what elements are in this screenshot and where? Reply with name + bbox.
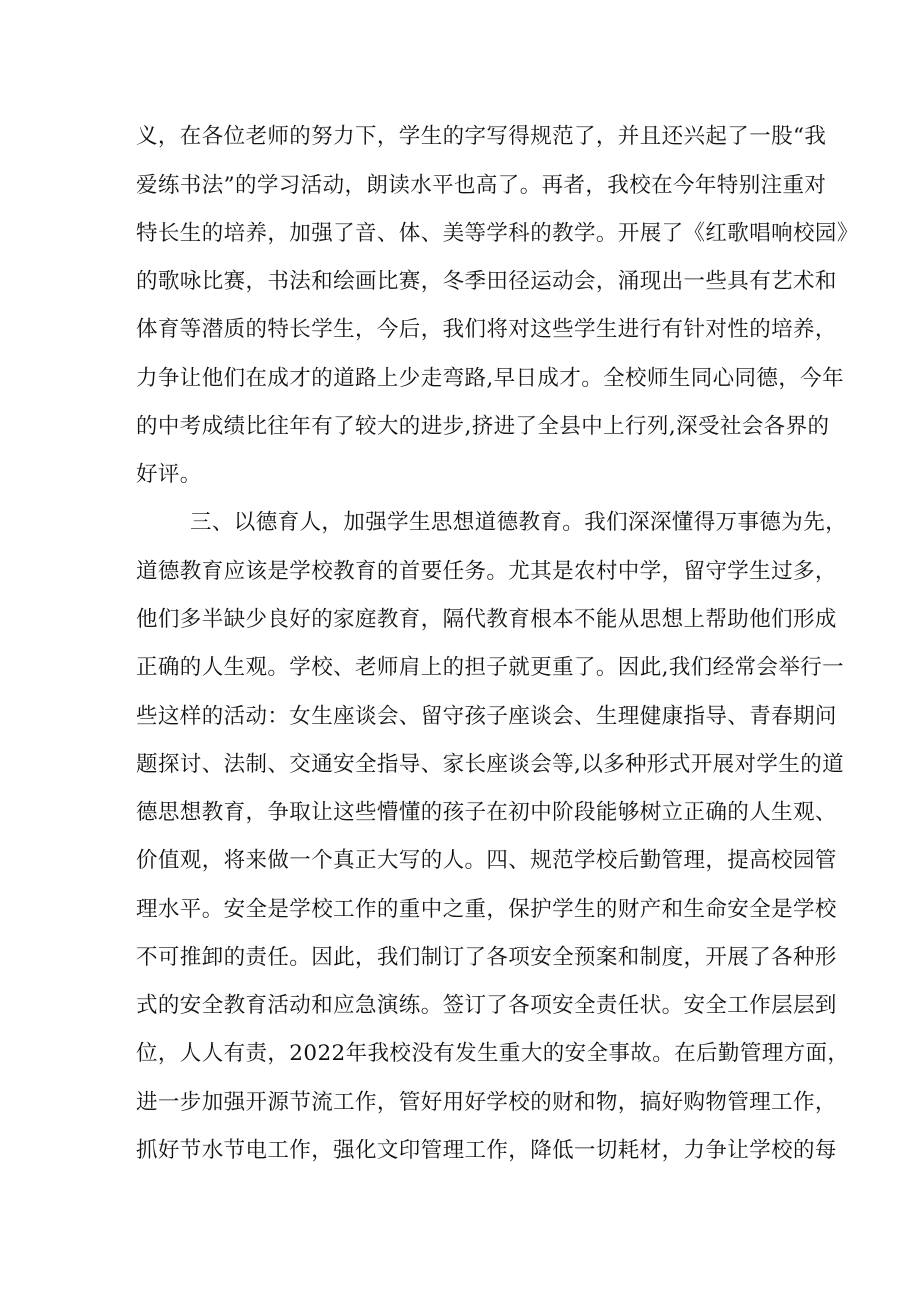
- text-line: 的歌咏比赛，书法和绘画比赛，冬季田径运动会，涌现出一些具有艺术和: [136, 269, 837, 294]
- paragraph-start-line: 三、以德育人，加强学生思想道德教育。我们深深懂得万事德为先，: [190, 510, 848, 535]
- text-line: 体育等潜质的特长学生，今后，我们将对这些学生进行有针对性的培养，: [136, 317, 837, 342]
- text-line: 不可推卸的责任。因此，我们制订了各项安全预案和制度，开展了各种形: [136, 945, 837, 970]
- text-line: 理水平。安全是学校工作的重中之重，保护学生的财产和生命安全是学校: [136, 897, 837, 922]
- text-line: 价值观，将来做一个真正大写的人。四、规范学校后勤管理，提高校园管: [136, 848, 837, 873]
- text-line: 抓好节水节电工作，强化文印管理工作，降低一切耗材，力争让学校的每: [136, 1138, 837, 1163]
- text-line: 进一步加强开源节流工作，管好用好学校的财和物，搞好购物管理工作，: [136, 1090, 837, 1115]
- text-line: 义，在各位老师的努力下，学生的字写得规范了，并且还兴起了一股“我: [136, 124, 827, 149]
- text-line: 力争让他们在成才的道路上少走弯路,早日成才。全校师生同心同德，今年: [136, 366, 845, 391]
- text-line: 式的安全教育活动和应急演练。签订了各项安全责任状。安全工作层层到: [136, 993, 837, 1018]
- text-line: 道德教育应该是学校教育的首要任务。尤其是农村中学，留守学生过多，: [136, 559, 837, 584]
- text-line: 好评。: [136, 462, 202, 487]
- text-line: 爱练书法”的学习活动，朗读水平也高了。再者，我校在今年特别注重对: [136, 173, 827, 198]
- text-line: 特长生的培养，加强了音、体、美等学科的教学。开展了《红歌唱响校园》: [136, 221, 859, 246]
- text-line: 他们多半缺少良好的家庭教育，隔代教育根本不能从思想上帮助他们形成: [136, 607, 837, 632]
- text-line: 题探讨、法制、交通安全指导、家长座谈会等,以多种形式开展对学生的道: [136, 752, 845, 777]
- text-line: 位，人人有责，2022年我校没有发生重大的安全事故。在后勤管理方面，: [136, 1041, 850, 1066]
- text-line: 的中考成绩比往年有了较大的进步,挤进了全县中上行列,深受社会各界的: [136, 414, 830, 439]
- text-line: 些这样的活动：女生座谈会、留守孩子座谈会、生理健康指导、青春期问: [136, 704, 837, 729]
- text-line: 正确的人生观。学校、老师肩上的担子就更重了。因此,我们经常会举行一: [136, 655, 845, 680]
- text-line: 德思想教育，争取让这些懵懂的孩子在初中阶段能够树立正确的人生观、: [136, 800, 837, 825]
